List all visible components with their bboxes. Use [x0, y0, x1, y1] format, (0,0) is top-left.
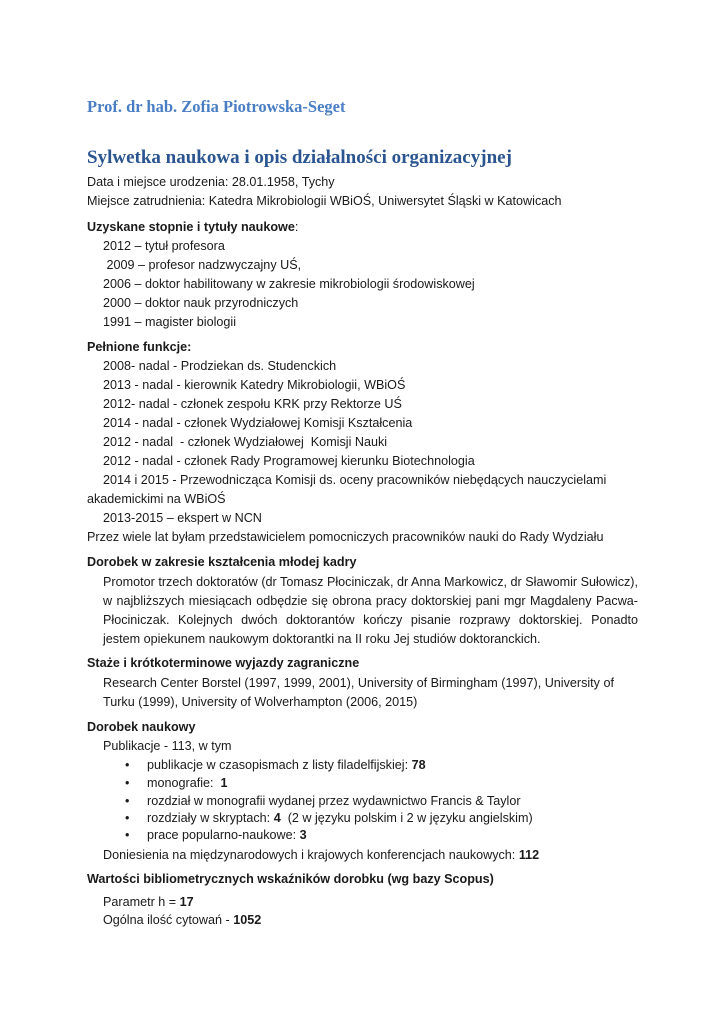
function-item-continued: akademickimi na WBiOŚ: [87, 492, 226, 506]
functions-heading: Pełnione funkcje:: [87, 340, 192, 354]
output-bullet-value: 1: [220, 776, 228, 790]
section-title: Sylwetka naukowa i opis działalności organizacyjnej: [87, 147, 512, 168]
internships-text: Research Center Borstel (1997, 1999, 2001), University of Birmingham (1997), University of Turku (1999), University of Wolverhampton (2006, 2015): [103, 676, 614, 709]
output-bullet-value: 78: [411, 758, 426, 772]
output-bullet: [147, 758, 426, 772]
output-bullet: [147, 776, 228, 790]
h-index-label: Parametr h =: [103, 895, 180, 909]
function-item: 2013 - nadal - kierownik Katedry Mikrobiologii, WBiOŚ: [103, 378, 406, 392]
function-item: 2014 - nadal - członek Wydziałowej Komisji Kształcenia: [103, 416, 413, 430]
citations-value: 1052: [233, 913, 262, 927]
degree-item: 1991 – magister biologii: [103, 315, 237, 329]
function-item: 2012- nadal - członek zespołu KRK przy Rektorze UŚ: [103, 397, 402, 411]
conferences-value: 112: [518, 848, 540, 862]
output-bullet-suffix: (2 w języku polskim i 2 w języku angielskim): [280, 811, 533, 825]
name-title: Prof. dr hab. Zofia Piotrowska-Seget: [87, 97, 346, 116]
citations-label: Ogólna ilość cytowań -: [103, 913, 234, 927]
degree-item: 2006 – doktor habilitowany w zakresie mikrobiologii środowiskowej: [103, 277, 475, 291]
function-item: 2008- nadal - Prodziekan ds. Studenckich: [103, 359, 337, 373]
output-bullet-label: rozdział w monografii wydanej przez wydawnictwo Francis & Taylor: [147, 794, 521, 808]
output-bullet-value: 3: [299, 828, 307, 842]
output-bullet-label: publikacje w czasopismach z listy filadelfijskiej:: [147, 758, 412, 772]
output-bullet: [147, 828, 307, 842]
output-bullet: [147, 811, 533, 825]
bullet-marker: •: [125, 776, 130, 790]
degree-item: 2009 – profesor nadzwyczajny UŚ,: [103, 258, 302, 272]
functions-note: Przez wiele lat byłam przedstawicielem pomocniczych pracowników nauki do Rady Wydziału: [87, 530, 604, 544]
employment-info: Miejsce zatrudnienia: Katedra Mikrobiologii WBiOŚ, Uniwersytet Śląski w Katowicach: [87, 194, 562, 208]
degrees-heading-colon: :: [294, 220, 299, 234]
function-item: 2014 i 2015 - Przewodnicząca Komisji ds. oceny pracowników niebędących nauczycielami: [103, 473, 607, 487]
conferences-line: [103, 848, 539, 862]
function-item: 2012 - nadal - członek Rady Programowej kierunku Biotechnologia: [103, 454, 475, 468]
publications-count: Publikacje - 113, w tym: [103, 739, 232, 753]
citations-line: [103, 913, 261, 927]
internships-heading: Staże i krótkoterminowe wyjazdy zagraniczne: [87, 656, 360, 670]
bullet-marker: •: [125, 794, 130, 808]
output-bullet-label: rozdziały w skryptach:: [147, 811, 274, 825]
output-bullet-label: monografie:: [147, 776, 221, 790]
degrees-heading-text: Uzyskane stopnie i tytuły naukowe: [87, 220, 295, 234]
output-bullet-label: prace popularno-naukowe:: [147, 828, 300, 842]
conferences-label: Doniesienia na międzynarodowych i krajowych konferencjach naukowych:: [103, 848, 519, 862]
function-item: 2013-2015 – ekspert w NCN: [103, 511, 262, 525]
output-bullet: [147, 794, 521, 808]
training-heading: Dorobek w zakresie kształcenia młodej kadry: [87, 555, 357, 569]
training-text: Promotor trzech doktoratów (dr Tomasz Płociniczak, dr Anna Markowicz, dr Sławomir Sułowicz), w najbliższych miesiącach odbędzie się obrona pracy doktorskiej pani mgr Magdaleny Pacwa-Płociniczak. Kolejnych dwóch doktorantów kończy pisanie rozprawy doktorskiej. Ponadto jestem opiekunem naukowym doktorantki na II roku Jej studiów doktoranckich.: [103, 575, 638, 646]
bibliometrics-heading: Wartości bibliometrycznych wskaźników dorobku (wg bazy Scopus): [87, 872, 494, 886]
degree-item: 2000 – doktor nauk przyrodniczych: [103, 296, 299, 310]
function-item: 2012 - nadal - członek Wydziałowej Komisji Nauki: [103, 435, 388, 449]
bullet-marker: •: [125, 811, 130, 825]
bullet-marker: •: [125, 828, 130, 842]
bullet-marker: •: [125, 758, 130, 772]
output-bullet-value: 4: [273, 811, 281, 825]
h-index-value: 17: [179, 895, 194, 909]
degree-item: 2012 – tytuł profesora: [103, 239, 225, 253]
birth-info: Data i miejsce urodzenia: 28.01.1958, Tychy: [87, 175, 335, 189]
output-heading: Dorobek naukowy: [87, 720, 196, 734]
degrees-heading: [87, 220, 298, 234]
h-index-line: [103, 895, 194, 909]
